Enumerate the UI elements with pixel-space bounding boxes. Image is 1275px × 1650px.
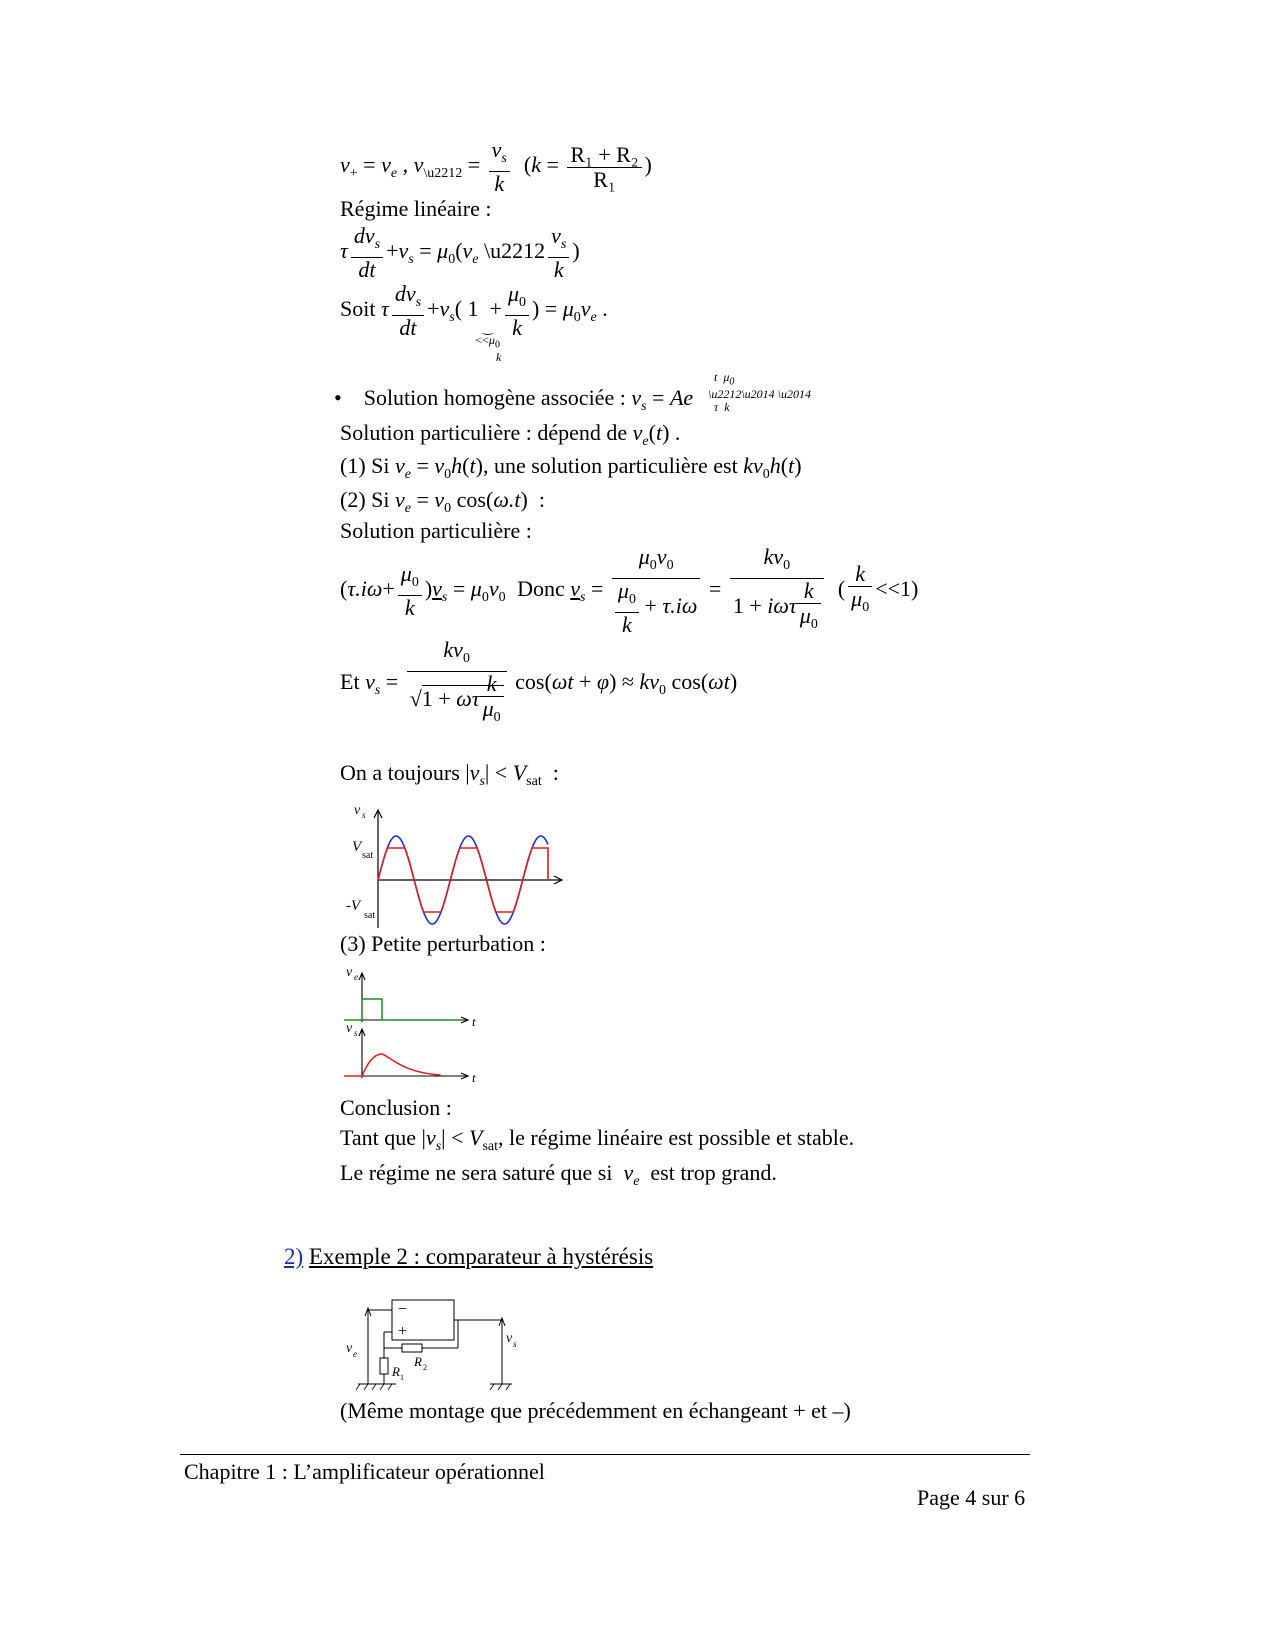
- plus-input: +: [398, 1323, 408, 1340]
- svg-text:v: v: [346, 1021, 353, 1036]
- saturation-graph: [340, 800, 580, 930]
- circuit-diagram: [340, 1296, 530, 1392]
- svg-text:v: v: [346, 1341, 353, 1356]
- montage-note: (Même montage que précédemment en échangeant + et –): [340, 1398, 851, 1423]
- particular-line1: Solution particulière : dépend de $v_e(t)$ .: [340, 420, 681, 449]
- svg-text:R: R: [414, 1354, 422, 1369]
- conclusion-line1: Tant que $|v_s| < V_{sat}$, le régime linéaire est possible et stable.: [340, 1125, 855, 1154]
- equation-amplitude: Et $v_s$ = $kv_0$ √1 + ωτ $\frac{k}{\mu_0}$ $\cos(\omega t + \varphi) \approx kv_0$ cos(ωt): [340, 637, 738, 725]
- svg-text:t: t: [472, 1070, 476, 1085]
- resistor-r1: [380, 1358, 388, 1374]
- exponent: t $\mu_0$ \u2212\u2014 \u2014 τ k: [708, 370, 812, 415]
- particular-case2: (2) Si $v_e = v_0$ cos(ω.t) :: [340, 487, 545, 516]
- equation-complex: (τ.iω+ $\frac{\mu_0}{k}$ )$v_s = \mu_0v_0$ Donc $v_s$ = $\mu_0v_0$ $\frac{\mu_0}{k}$ + τ.iω = $kv_0$ 1 + iωτ $\frac{k}{\mu_0}$ ( $\frac{k}{\mu_0}$ <<1): [340, 544, 919, 637]
- minus-input: −: [398, 1301, 408, 1318]
- equation-soit: Soit τ $\frac{dv_s}{dt}$ $+v_s$( 1 + $\frac{\mu_0}{k}$ ) = $\mu_0v_e$ .: [340, 281, 608, 340]
- svg-text:s: s: [362, 810, 366, 820]
- resistor-r2: [402, 1344, 422, 1352]
- svg-text:s: s: [354, 1028, 358, 1038]
- homogeneous-solution: • Solution homogène associée : $v_s = Ae$: [334, 385, 694, 414]
- svg-text:sat: sat: [364, 910, 376, 921]
- particular-case1: (1) Si $v_e = v_0h(t)$, une solution particulière est $kv_0h(t)$: [340, 453, 802, 482]
- section-2-title: Exemple 2 : comparateur à hystérésis: [308, 1244, 654, 1269]
- toujours-line: On a toujours $|v_s| < V_{sat}$ :: [340, 760, 559, 789]
- svg-text:e: e: [353, 1349, 357, 1359]
- graph-neg-vsat-label: -V: [346, 898, 361, 914]
- section-2-number-link[interactable]: 2): [284, 1244, 304, 1269]
- svg-text:2: 2: [423, 1363, 427, 1372]
- svg-text:s: s: [513, 1339, 517, 1349]
- section-2-heading: [284, 1244, 653, 1270]
- graph-vsat-label: V: [352, 839, 362, 855]
- response-signal: [344, 1054, 440, 1076]
- particular-solution-label: Solution particulière :: [340, 518, 532, 543]
- footer-chapter: Chapitre 1 : L’amplificateur opérationnel: [184, 1459, 545, 1484]
- perturbation-graph: [340, 962, 490, 1092]
- equation-differential: τ $\frac{dv_s}{dt}$ $+v_s = \mu_0(v_e$ \u2212 $\frac{v_s}{k}$ ): [340, 223, 580, 282]
- perturbation-label: (3) Petite perturbation :: [340, 931, 546, 956]
- svg-text:R: R: [392, 1364, 400, 1379]
- graph-vs-label: v: [354, 803, 361, 818]
- footer-rule: [180, 1454, 1030, 1455]
- graph-vsat-sub: sat: [362, 850, 374, 861]
- svg-text:1: 1: [400, 1373, 404, 1382]
- regime-lineaire-label: Régime linéaire :: [340, 196, 492, 221]
- svg-text:v: v: [506, 1331, 513, 1346]
- conclusion-line2: Le régime ne sera saturé que si $v_e$ est trop grand.: [340, 1160, 777, 1189]
- svg-text:t: t: [472, 1014, 476, 1029]
- svg-text:v: v: [346, 965, 353, 980]
- pulse-signal: [344, 999, 460, 1020]
- svg-text:e: e: [354, 972, 358, 982]
- bullet: •: [334, 385, 342, 410]
- underbrace-annotation: ‿ $<<\mu_0$ k: [475, 321, 502, 365]
- equation-inputs: $v_+ = v_e$ , $v_{\backslash u2212}$ = $\frac{v_s}{k}$ (k = $\frac{\text{R₁ + R₂}}{\text{R₁}}$ ): [340, 137, 652, 196]
- conclusion-title: Conclusion :: [340, 1095, 452, 1120]
- footer-page: Page 4 sur 6: [917, 1485, 1026, 1510]
